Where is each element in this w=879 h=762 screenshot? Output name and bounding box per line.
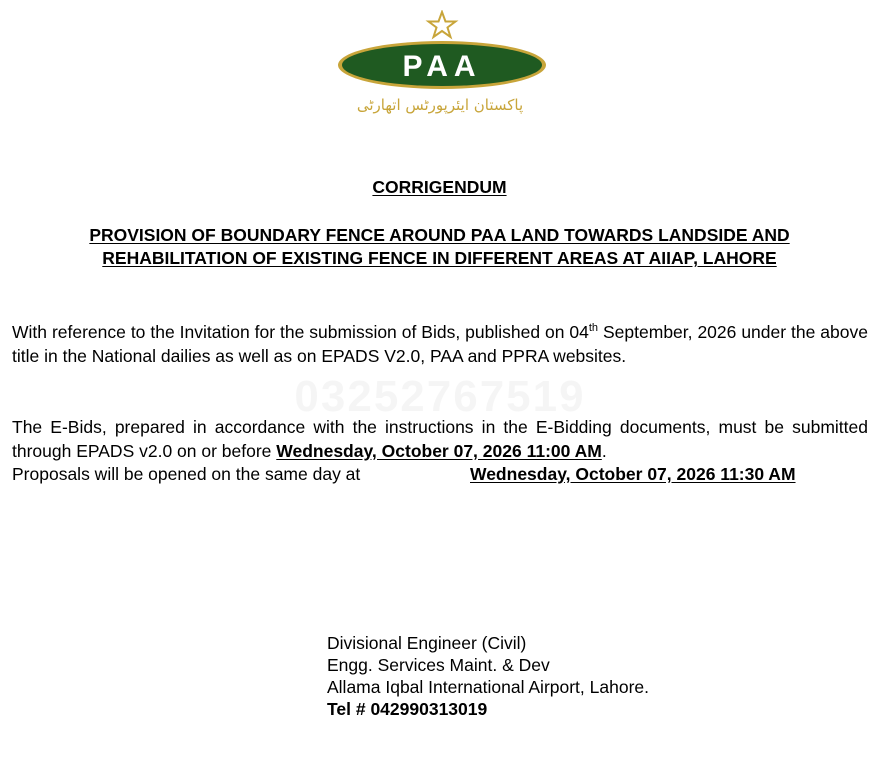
corrigendum-heading: CORRIGENDUM (372, 177, 507, 197)
signature-tel: Tel # 042990313019 (327, 699, 488, 719)
title-line-2: REHABILITATION OF EXISTING FENCE IN DIFFERENT AREAS AT AIIAP, LAHORE (102, 248, 777, 268)
tender-title (0, 224, 879, 270)
opening-text: Proposals will be opened on the same day at (12, 464, 361, 484)
svg-text:پاکستان ایئرپورٹس اتھارٹی: پاکستان ایئرپورٹس اتھارٹی (356, 96, 524, 114)
signature-address: Allama Iqbal International Airport, Lahore. (327, 677, 649, 697)
reference-text-end: September, 2026 under the above title in the National dailies as well as on EPADS V2.0, PAA and PPRA websites. (12, 322, 868, 366)
svg-text:PAA: PAA (402, 50, 482, 83)
submission-text: The E-Bids, prepared in accordance with the instructions in the E-Bidding documents, must be submitted through EPADS v2.0 on or before (12, 417, 868, 461)
signature-designation: Divisional Engineer (Civil) (327, 633, 527, 653)
signature-department: Engg. Services Maint. & Dev (327, 655, 550, 675)
reference-paragraph (12, 321, 868, 368)
title-line-1: PROVISION OF BOUNDARY FENCE AROUND PAA LAND TOWARDS LANDSIDE AND (89, 225, 790, 245)
deadline-period: . (601, 440, 607, 461)
reference-text-start: With reference to the Invitation for the submission of Bids, published on 04 (12, 322, 589, 342)
ordinal-suffix: th (588, 322, 599, 335)
submission-paragraph (12, 416, 868, 487)
signature-block (327, 632, 649, 720)
paa-logo (336, 10, 548, 118)
opening-datetime: Wednesday, October 07, 2026 11:30 AM (470, 464, 796, 484)
watermark (250, 372, 630, 422)
star-icon (429, 12, 456, 37)
submission-deadline: Wednesday, October 07, 2026 11:00 AM (276, 440, 602, 461)
